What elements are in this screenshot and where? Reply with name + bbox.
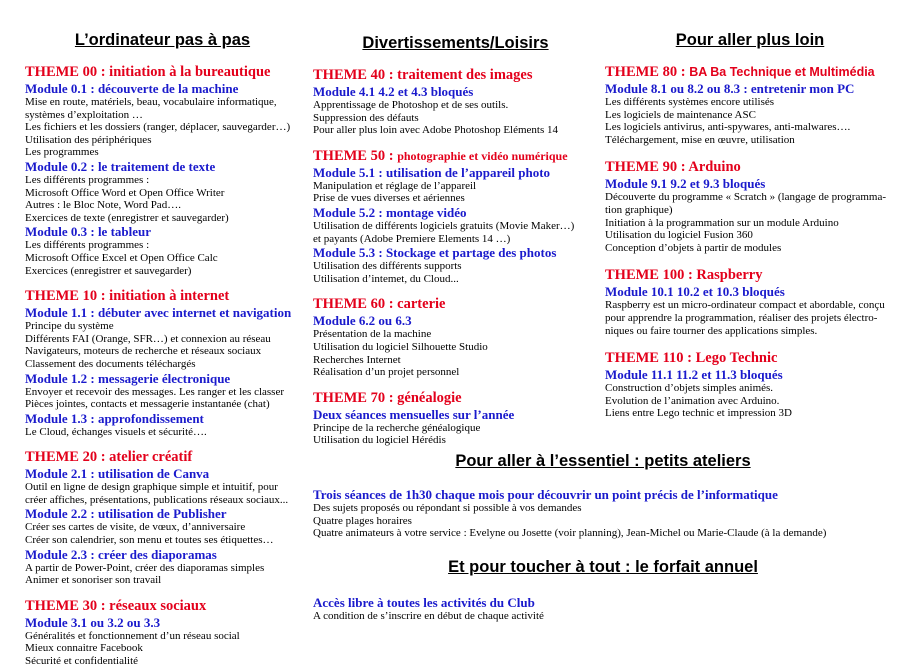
- description-line: Les différents systèmes encore utilisés: [605, 96, 775, 108]
- module-title: Deux séances mensuelles sur l’année: [313, 406, 515, 422]
- description-line: Exercices de texte (enregistrer et sauvegarder): [25, 211, 229, 224]
- theme-title-suffix: BA Ba Technique et Multimédia: [689, 65, 875, 79]
- description-line: Utilisation du logiciel Silhouette Studio: [313, 340, 488, 353]
- forfait-title: Accès libre à toutes les activités du Club: [313, 594, 535, 610]
- module-title: Module 1.1 : débuter avec internet et navigation: [25, 305, 292, 321]
- description-line: Principe du système: [25, 320, 114, 333]
- module-title: Module 6.2 ou 6.3: [313, 313, 412, 329]
- module-title: Module 0.3 : le tableur: [25, 224, 152, 240]
- column-heading: Pour aller plus loin: [675, 31, 825, 49]
- description-line: Présentation de la machine: [313, 328, 432, 341]
- description-line: Utilisation des différents supports: [313, 260, 462, 273]
- description-line: Téléchargement, mise en œuvre, utilisation: [605, 133, 795, 146]
- theme-title: [605, 267, 895, 284]
- description-line: et payants (Adobe Premiere Elements 14 …): [313, 232, 511, 245]
- theme-list: [25, 64, 300, 668]
- theme-title: [313, 390, 598, 407]
- theme-title: [25, 449, 300, 466]
- description-line: pour apprendre la programmation, réaliser des projets électro-: [605, 311, 878, 324]
- description-line: A partir de Power-Point, créer des diaporamas simples: [25, 561, 265, 574]
- description-line: Suppression des défauts: [313, 111, 419, 124]
- column-heading: Divertissements/Loisirs: [362, 34, 549, 52]
- theme-title: [313, 148, 598, 165]
- theme-title-text: THEME 50 :: [313, 147, 398, 164]
- module-title: Module 2.3 : créer des diaporamas: [25, 546, 217, 562]
- theme-block: [313, 67, 598, 137]
- description-line: Utilisation du logiciel Hérédis: [313, 434, 446, 447]
- description-line: Créer ses cartes de visite, de vœux, d’anniversaire: [25, 521, 246, 534]
- description-line: Mise en route, matériels, beau, vocabulaire informatique,: [25, 96, 277, 108]
- theme-title-text: THEME 10 : initiation à internet: [25, 288, 230, 305]
- description-line: Classement des documents téléchargés: [25, 357, 196, 370]
- description-line: Microsoft Office Excel et Open Office Calc: [25, 251, 218, 264]
- theme-title: [605, 159, 895, 176]
- description-line: Les fichiers et les dossiers (ranger, déplacer, sauvegarder…): [25, 121, 291, 134]
- description-line: Envoyer et recevoir des messages. Les ranger et les classer: [25, 385, 284, 398]
- module-title: Module 4.1 4.2 et 4.3 bloqués: [313, 84, 474, 99]
- description-line: Evolution de l’animation avec Arduino.: [605, 394, 780, 407]
- description-line: Exercices (enregistrer et sauvegarder): [25, 264, 192, 277]
- description-line: Les logiciels de maintenance ASC: [605, 108, 756, 121]
- description-line: Les différents programmes :: [25, 173, 150, 186]
- column-heading: L’ordinateur pas à pas: [74, 31, 251, 49]
- description-line: Généralités et fonctionnement d’un réseau social: [25, 629, 240, 642]
- description-line: Prise de vues diverses et aériennes: [313, 192, 465, 205]
- theme-block: [605, 267, 895, 337]
- description-line: Utilisation des périphériques: [25, 133, 152, 146]
- description-line: Recherches Internet: [313, 353, 401, 366]
- description-line: Principe de la recherche généalogique: [313, 421, 481, 434]
- description-line: Sécurité et confidentialité: [25, 655, 139, 668]
- theme-title-suffix: photographie et vidéo numérique: [397, 148, 568, 163]
- column-ordinateur-pas-a-pas: [25, 0, 300, 668]
- theme-title-text: THEME 20 : atelier créatif: [25, 449, 193, 466]
- theme-block: [25, 598, 300, 668]
- description-line: Navigateurs, moteurs de recherche et réseaux sociaux: [25, 345, 262, 358]
- theme-list: [605, 64, 895, 420]
- forfait-heading: Et pour toucher à tout : le forfait annuel: [448, 557, 758, 576]
- module-title: Module 2.2 : utilisation de Publisher: [25, 506, 227, 522]
- description-line: Microsoft Office Word et Open Office Writer: [25, 186, 225, 199]
- description-line: Les logiciels antivirus, anti-spywares, anti-malwares….: [605, 121, 851, 134]
- description-line: Outil en ligne de design graphique simple et intuitif, pour: [25, 481, 278, 494]
- description-line: Découverte du programme « Scratch » (langage de programma-: [605, 191, 886, 204]
- column-divertissements-loisirs: [313, 0, 598, 447]
- theme-title: [313, 296, 598, 313]
- theme-title: [605, 350, 895, 367]
- description-line: Autres : le Bloc Note, Word Pad….: [25, 199, 181, 212]
- theme-title: [605, 64, 895, 81]
- module-title: Module 5.2 : montage vidéo: [313, 204, 467, 220]
- description-line: Différents FAI (Orange, SFR…) et connexion au réseau: [25, 332, 271, 345]
- module-title: Module 9.1 9.2 et 9.3 bloqués: [605, 176, 766, 192]
- description-line: Utilisation de différents logiciels gratuits (Movie Maker…): [313, 219, 575, 232]
- theme-block: [313, 390, 598, 447]
- description-line: Raspberry est un micro-ordinateur compact et abordable, conçu: [605, 299, 885, 312]
- bottom-sections: [313, 452, 893, 622]
- description-line: Apprentissage de Photoshop et de ses outils.: [313, 99, 509, 111]
- description-line: A condition de s’inscrire en début de chaque activité: [313, 609, 544, 622]
- description-line: Conception d’objets à partir de modules: [605, 241, 782, 254]
- module-title: Module 1.3 : approfondissement: [25, 410, 204, 426]
- theme-block: [605, 159, 895, 254]
- theme-block: [25, 449, 300, 587]
- theme-title-text: THEME 70 : généalogie: [313, 389, 462, 406]
- description-line: Le Cloud, échanges visuels et sécurité….: [25, 425, 207, 438]
- module-title: Module 0.2 : le traitement de texte: [25, 158, 216, 174]
- column-pour-aller-plus-loin: [605, 0, 895, 420]
- module-title: Module 5.1 : utilisation de l’appareil photo: [313, 164, 551, 180]
- description-line: Les programmes: [25, 146, 99, 159]
- description-line: Créer son calendrier, son menu et toutes ses étiquettes…: [25, 534, 274, 547]
- module-title: Module 3.1 ou 3.2 ou 3.3: [25, 614, 161, 630]
- theme-title-text: THEME 60 : carterie: [313, 296, 446, 313]
- theme-title: [25, 288, 300, 305]
- description-line: Liens entre Lego technic et impression 3D: [605, 407, 792, 420]
- description-line: Les différents programmes :: [25, 239, 150, 252]
- theme-title-text: THEME 90 : Arduino: [605, 159, 741, 176]
- description-line: Des sujets proposés ou répondant si possible à vos demandes: [313, 502, 582, 514]
- description-line: systèmes d’exploitation …: [25, 108, 143, 121]
- description-line: Pièces jointes, contacts et messagerie instantanée (chat): [25, 398, 270, 411]
- theme-title-text: THEME 00 : initiation à la bureautique: [25, 64, 271, 80]
- theme-block: [605, 64, 895, 146]
- description-line: Pour aller plus loin avec Adobe Photoshop Eléments 14: [313, 124, 559, 137]
- module-title: Module 8.1 ou 8.2 ou 8.3 : entretenir mon PC: [605, 81, 855, 96]
- description-line: créer affiches, présentations, publications réseaux sociaux...: [25, 493, 289, 506]
- description-line: Quatre plages horaires: [313, 514, 412, 527]
- theme-title-text: THEME 110 : Lego Technic: [605, 350, 778, 367]
- ateliers-title: Trois séances de 1h30 chaque mois pour découvrir un point précis de l’informatique: [313, 487, 778, 502]
- description-line: Quatre animateurs à votre service : Evelyne ou Josette (voir planning), Jean-Michel ou Marie-Claude (à la demande): [313, 527, 827, 540]
- module-title: Module 11.1 11.2 et 11.3 bloqués: [605, 367, 783, 383]
- ateliers-heading: Pour aller à l’essentiel : petits ateliers: [455, 452, 751, 470]
- description-line: Manipulation et réglage de l’appareil: [313, 179, 477, 192]
- description-line: Construction d’objets simples animés.: [605, 382, 774, 395]
- theme-block: [25, 288, 300, 438]
- module-title: Module 1.2 : messagerie électronique: [25, 370, 231, 386]
- theme-block: [25, 64, 300, 277]
- theme-title-text: THEME 30 : réseaux sociaux: [25, 597, 207, 614]
- description-line: tion graphique): [605, 203, 673, 216]
- theme-block: [313, 296, 598, 378]
- description-line: Initiation à la programmation sur un module Arduino: [605, 216, 839, 229]
- theme-title: [25, 598, 300, 615]
- description-line: Mieux connaitre Facebook: [25, 642, 143, 655]
- theme-title-text: THEME 80 :: [605, 64, 690, 80]
- theme-block: [605, 350, 895, 420]
- module-title: Module 10.1 10.2 et 10.3 bloqués: [605, 284, 785, 300]
- theme-title-text: THEME 40 : traitement des images: [313, 67, 533, 83]
- module-title: Module 5.3 : Stockage et partage des photos: [313, 245, 557, 261]
- forfait-lines: [313, 610, 893, 623]
- ateliers-lines: [313, 502, 893, 540]
- module-title: Module 2.1 : utilisation de Canva: [25, 466, 210, 482]
- module-title: Module 0.1 : découverte de la machine: [25, 81, 239, 96]
- description-line: Animer et sonoriser son travail: [25, 574, 162, 587]
- description-line: Utilisation du logiciel Fusion 360: [605, 229, 753, 242]
- description-line: Utilisation d’intemet, du Cloud...: [313, 272, 459, 285]
- theme-title: [313, 67, 598, 84]
- theme-list: [313, 67, 598, 447]
- description-line: niques ou faire tourner des applications simples.: [605, 324, 818, 337]
- theme-block: [313, 148, 598, 286]
- theme-title-text: THEME 100 : Raspberry: [605, 267, 763, 284]
- description-line: Réalisation d’un projet personnel: [313, 366, 460, 379]
- theme-title: [25, 64, 300, 81]
